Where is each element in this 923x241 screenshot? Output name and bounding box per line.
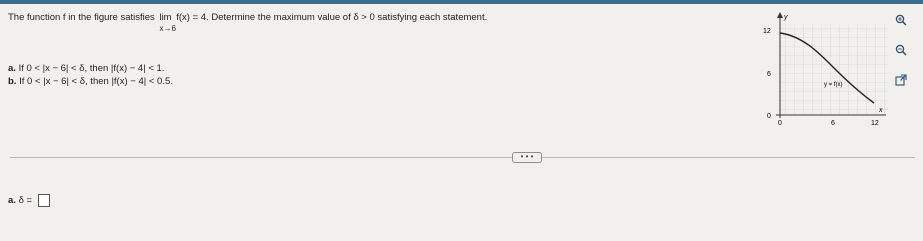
limit-notation — [159, 12, 176, 33]
part-b-condition: If 0 < |x − 6| < δ, then |f(x) − 4| < 0.5. — [19, 76, 173, 87]
y-axis-label: y — [784, 14, 788, 21]
y-axis-arrow — [777, 12, 783, 18]
more-button[interactable]: • • • — [512, 152, 542, 163]
magnifier-minus-icon — [895, 44, 907, 56]
part-a — [8, 62, 173, 75]
zoom-in-button[interactable] — [893, 12, 909, 28]
x-tick-6: 6 — [831, 120, 835, 127]
answer-label: a. — [8, 195, 16, 207]
curve-label: y = f(x) — [824, 82, 843, 88]
problem-suffix: Determine the maximum value of δ > 0 satisfying each statement. — [211, 12, 488, 23]
problem-statement — [8, 12, 488, 33]
section-divider — [10, 157, 915, 158]
y-tick-6: 6 — [767, 71, 771, 78]
x-tick-0: 0 — [778, 120, 782, 127]
parts-list — [8, 62, 173, 88]
y-tick-12: 12 — [763, 28, 771, 35]
part-a-label: a. — [8, 63, 16, 74]
limit-expression: f(x) = 4. — [176, 12, 209, 23]
part-b — [8, 75, 173, 88]
x-axis-label: x — [879, 107, 883, 114]
limit-word: lim — [159, 12, 172, 23]
part-a-condition: If 0 < |x − 6| < δ, then |f(x) − 4| < 1. — [18, 63, 165, 74]
answer-expression: δ = — [18, 195, 33, 207]
y-tick-0: 0 — [767, 113, 771, 120]
external-link-icon — [895, 74, 907, 86]
popout-button[interactable] — [893, 72, 909, 88]
problem-prefix: The function f in the figure satisfies — [8, 12, 155, 23]
function-graph — [758, 10, 888, 138]
magnifier-plus-icon — [895, 14, 907, 26]
part-b-label: b. — [8, 76, 17, 87]
graph-tools — [893, 12, 911, 102]
answer-input-box[interactable] — [38, 194, 50, 207]
answer-row — [8, 194, 50, 207]
limit-subscript: x→6 — [159, 24, 176, 33]
top-accent-bar — [0, 0, 923, 4]
zoom-out-button[interactable] — [893, 42, 909, 58]
x-tick-12: 12 — [871, 120, 879, 127]
